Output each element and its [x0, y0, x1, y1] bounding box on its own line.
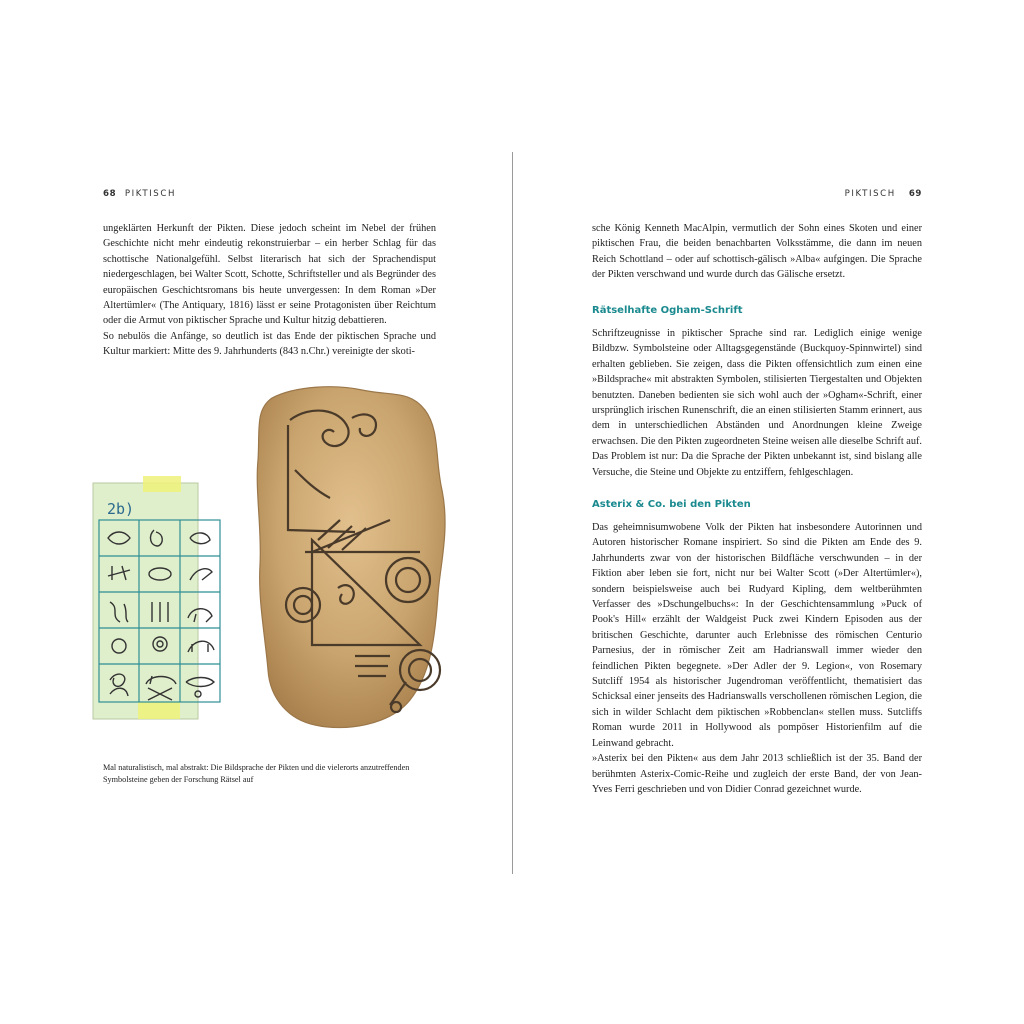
symbol-index-card [93, 476, 220, 719]
section-heading-asterix: Asterix & Co. bei den Pikten [592, 499, 751, 510]
section-heading-ogham: Rätselhafte Ogham-Schrift [592, 305, 743, 316]
card-label: 2b) [107, 500, 135, 518]
symbol-stone [257, 387, 445, 728]
section-ogham-text: Schriftzeugnisse in piktischer Sprache sind rar. Lediglich einige wenige Bildbzw. Symbolsteine oder Alltagsgegenstände (Buckquoy-Spinnwirtel) sind erhalten geblieben. Sie zeigen, dass die Pikten offensichtlich zum einen eine »Bildsprache« mit abstrakten Symbolen, stilisierten Tiergestalten und Objekten benutzten. Daneben bedienten sie sich wohl auch der »Ogham«-Schrift, einer ursprünglich irischen Runenschrift, die an einen stilisierten Stamm erinnert, aus dem in unterschiedlichen Abständen und Anordnungen kleine Zweige erwachsen. Die den Pikten zugeordneten Steine weisen alle dieselbe Schrift auf. Das Problem ist nur: Da die Sprache der Pikten unbekannt ist, sind bislang alle Versuche, die Steine und Objekte zu entziffern, fehlgeschlagen. [592, 328, 922, 478]
left-running-header [103, 189, 176, 199]
right-running-header [845, 189, 922, 199]
figure-caption: Mal naturalistisch, mal abstrakt: Die Bildsprache der Pikten und die vielerorts anzutreffenden Symbolsteine geben der Forschung Rätsel auf [103, 763, 410, 784]
right-running-head: PIKTISCH [844, 189, 896, 199]
left-paragraph-1: ungeklärten Herkunft der Pikten. Diese jedoch scheint im Nebel der frühen Geschichte nicht mehr eindeutig rekonstruierbar – ein herber Schlag für das schottische Nationalgefühl. Selbst literarisch hat sich der Sprachendisput niedergeschlagen, bei Walter Scott, Schotte, Schriftsteller und als Begründer des europäischen Geschichtsromans bis heute unvergessen: In dem Roman »Der Altertümler« (The Antiquary, 1816) lässt er seine Protagonisten über Reichtum oder die Armut von piktischer Sprache und Kultur hitzig debattieren. [103, 223, 436, 327]
section-asterix-text: Das geheimnisumwobene Volk der Pikten hat insbesondere Autorinnen und Autoren historischer Romane inspiriert. So sind die Pikten am Ende des 9. Jahrhunderts zwar von der historischen Bildfläche verschwunden – in der Fiktion aber leben sie fort, nicht nur bei Walter Scott (»Der Altertümler«), sondern beispielsweise auch bei Rudyard Kipling, dem weltberühmten Verfasser des »Dschungelbuchs«: In der Geschichtensammlung »Puck of Pook's Hill« erzählt der Waldgeist Puck zwei Kindern Episoden aus der britischen Geschichte, darunter auch Erlebnisse des römischen Centurio Parnesius, der in römischer Zeit am Hadrianswall immer wieder den feindlichen Pikten begegnete. »Der Adler der 9. Legion«, von Rosemary Sutcliff 1954 als historischer Jugendroman veröffentlicht, thematisiert das Schicksal einer jenseits des Hadrianswalls verschollenen römischen Legion, die sich in wilder Schlacht dem piktischen »Robbenclan« stellen muss. Sutcliffs Roman wurde 2011 in Hollywood als pompöser Historienfilm auf die Leinwand gebracht. [592, 522, 922, 749]
left-running-head: PIKTISCH [124, 189, 177, 199]
tape-top [143, 476, 181, 492]
section-asterix-body [592, 520, 922, 797]
left-body-text [103, 221, 436, 360]
tape-bottom [138, 702, 180, 719]
pictish-illustration [90, 380, 490, 735]
page-gutter-divider [512, 152, 513, 874]
left-paragraph-2: So nebulös die Anfänge, so deutlich ist das Ende der piktischen Sprache und Kultur markiert: Mitte des 9. Jahrhunderts (843 n.Chr.) vereinigte der skoti- [103, 330, 436, 358]
section-asterix-text-2: »Asterix bei den Pikten« aus dem Jahr 2013 schließlich ist der 35. Band der berühmten Asterix-Comic-Reihe und zugleich der erste Band, der von Jean-Yves Ferri geschrieben und von Didier Conrad gezeichnet wurde. [592, 753, 922, 795]
left-page-number: 68 [103, 189, 117, 199]
right-page-number: 69 [908, 189, 922, 199]
right-intro-paragraph: sche König Kenneth MacAlpin, vermutlich der Sohn eines Skoten und einer piktischen Frau, die beiden benachbarten Volksstämme, die dann im neuen Reich Schottland – oder auf schottisch-gälisch »Alba« aufgingen. Die Sprache der Pikten verschwand und wurde durch das Gälische ersetzt. [592, 223, 922, 281]
